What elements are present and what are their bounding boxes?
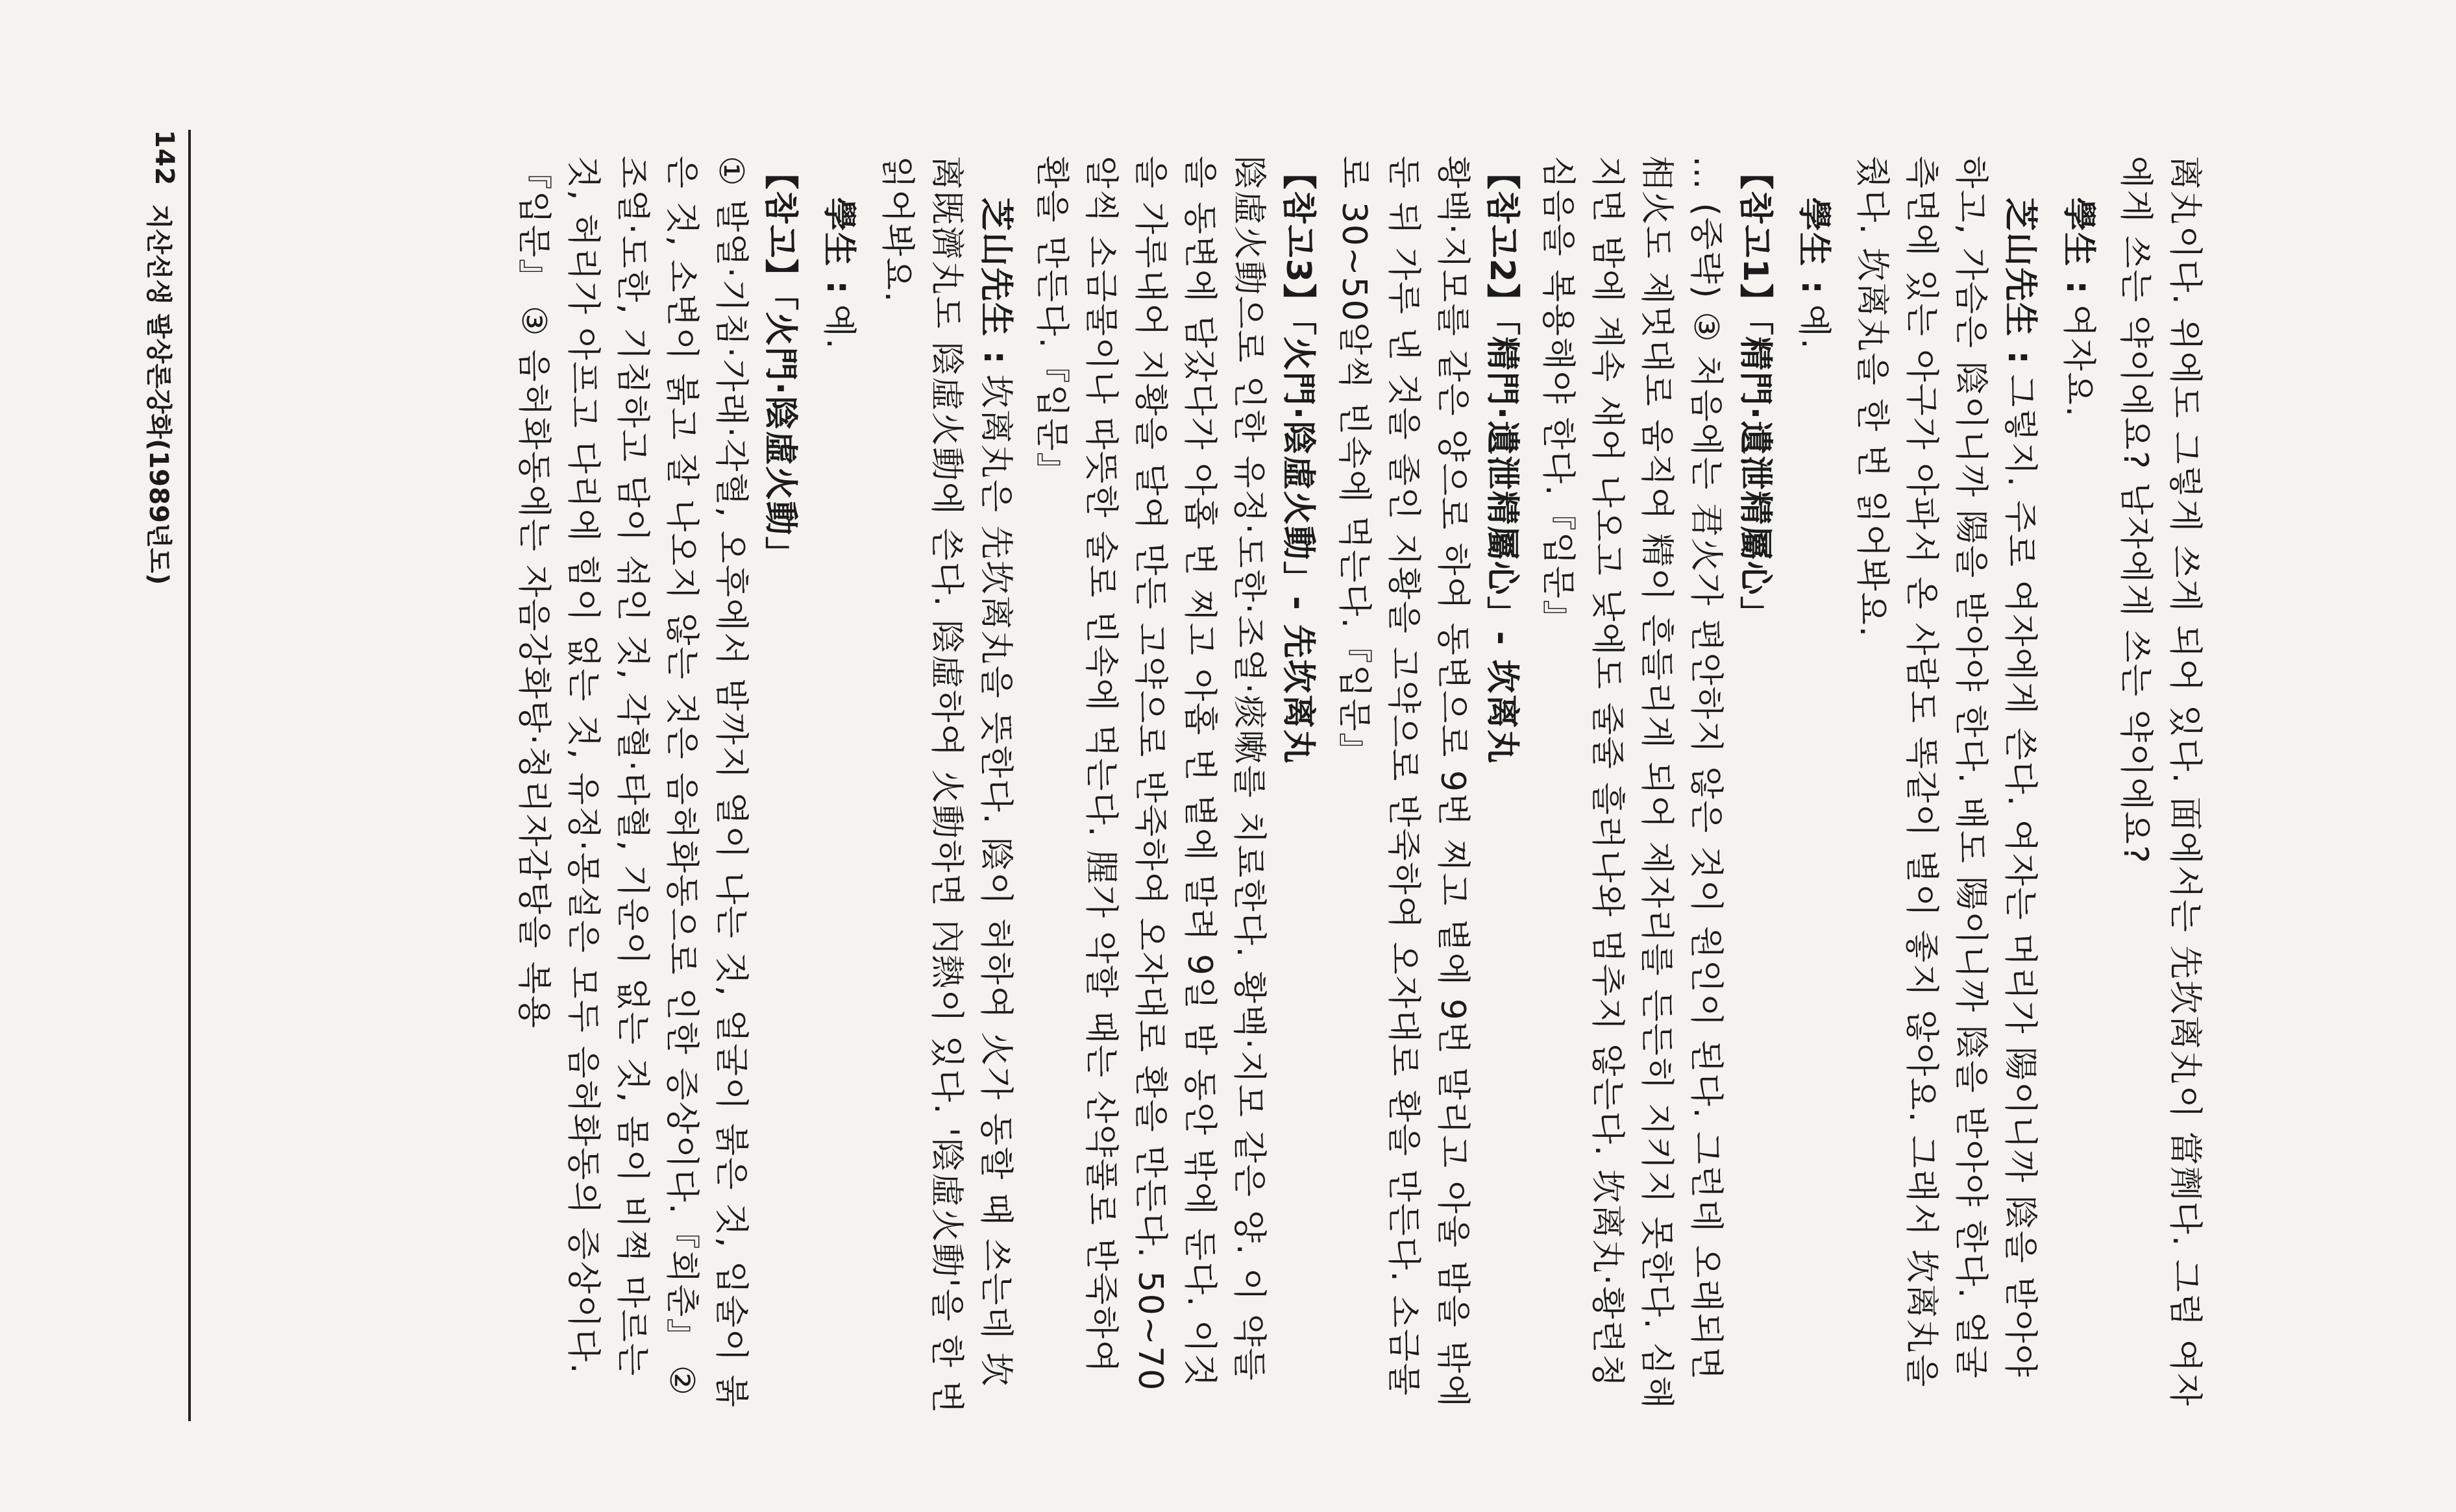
speech-text: 坎离丸은 先坎离丸을 뜻한다. 陰이 허하여 火가 동할 때 쓰는데 坎离既濟丸도 陰虛火動에 쓴다. 陰虛하여 火動하면 內熱이 있다. '陰虛火動'을 한 번 읽어봐요. bbox=[878, 156, 1015, 1415]
speech-text: 예. bbox=[819, 304, 858, 350]
reference-heading: 【참고3】「火門·陰虛火動」- 先坎离丸 bbox=[1279, 156, 1318, 765]
body-text bbox=[502, 156, 2209, 1415]
dialogue-teacher-2 bbox=[872, 156, 1020, 1415]
speech-text: 그렇지. 주로 여자에게 쓴다. 여자는 머리가 陽이니까 陰을 받아야 하고, 가슴은 陰이니까 陽을 받아야 한다. 배도 陽이니까 陰을 받아야 한다. 얼굴 측면에 있는 아구가 아파서 온 사람도 똑같이 별이 좋지 않아요. 그래서 坎离丸을 줬다. 坎离丸을 한 번 읽어봐요. bbox=[1852, 156, 2039, 1389]
reference-4 bbox=[509, 156, 805, 1415]
dialogue-student-3 bbox=[814, 156, 863, 1415]
dialogue-student-2 bbox=[1789, 156, 1838, 1415]
reference-1 bbox=[1533, 156, 1780, 1415]
speaker-label: 芝山先生 : bbox=[976, 197, 1015, 365]
paragraph-intro: 离丸이다. 위에도 그렇게 쓰게 되어 있다. 面에서는 先坎离丸이 當劑다. 그럼 여자에게 쓰는 약이에요? 남자에게 쓰는 약이에요? bbox=[2116, 156, 2204, 1408]
speech-text: 여자요. bbox=[2059, 304, 2098, 419]
running-head bbox=[143, 130, 191, 1421]
speaker-label: 學生 : bbox=[1794, 197, 1833, 295]
page-number: 142 bbox=[149, 130, 179, 186]
speaker-label: 學生 : bbox=[819, 197, 858, 295]
reference-body: … (중략) ③ 처음에는 君火가 편안하지 않은 것이 원인이 된다. 그런데 오래되면 相火도 제멋대로 움직여 精이 흔들리게 되어 제자리를 든든히 지키지 못한다. 심해지면 밤에 계속 새어 나오고 낮에도 줄줄 흘러나와 멈추지 않는다. 坎离丸·황련청심음을 복용해야 한다.『입문』 bbox=[1538, 156, 1725, 1410]
reference-heading: 【참고】「火門·陰虛火動」 bbox=[761, 156, 800, 572]
dialogue-teacher-1 bbox=[1847, 156, 2045, 1415]
reference-heading: 【참고2】「精門·遺泄精屬心」- 坎离丸 bbox=[1482, 156, 1521, 765]
reference-3 bbox=[1027, 156, 1323, 1415]
book-title: 지산선생 팔상론강화(1989년도) bbox=[143, 204, 173, 585]
speech-text: 예. bbox=[1794, 304, 1833, 350]
dialogue-student-1 bbox=[2054, 156, 2103, 1415]
reference-2 bbox=[1329, 156, 1527, 1415]
reference-body: 陰虛火動으로 인한 유정·도한·조열·痰嗽를 치료한다. 황백·지모 같은 양. 이 약들을 동변에 담갔다가 아홉 번 찌고 아홉 번 볕에 말려 9일 밤 동안 밖에 둔다. 이것을 가루내어 지황을 달여 만든 고약으로 반죽하여 오자대로 환을 만든다. 50~70알씩 소금물이나 따뜻한 술로 빈속에 먹는다. 腥가 악할 때는 산약풀로 반죽하여 환을 만든다.『입문』 bbox=[1032, 156, 1268, 1392]
reference-body: ① 발열·기침·가래·각혈, 오후에서 밤까지 열이 나는 것, 얼굴이 붉은 것, 입술이 붉은 것, 소변이 붉고 잘 나오지 않는 것은 음허화동으로 인한 증상이다.『회춘』 ② 조열·도한, 기침하고 담이 섞인 것, 각혈·타혈, 기운이 없는 것, 몸이 비쩍 마르는 것, 허리가 아프고 다리에 힘이 없는 것, 유정·몽설은 모두 음허화동의 증상이다.『입문』 ③ 음허화동에는 자음강화탕·청리자감탕을 복용 bbox=[514, 156, 750, 1409]
speaker-label: 學生 : bbox=[2059, 197, 2098, 295]
speaker-label: 芝山先生 : bbox=[2000, 197, 2039, 365]
reference-heading: 【참고1】「精門·遺泄精屬心」 bbox=[1736, 156, 1774, 631]
reference-body: 황백·지모를 같은 양으로 하여 동변으로 9번 찌고 볕에 9번 말리고 아울 밤을 밖에 둔 뒤 가루 낸 것을 졸인 지황을 고약으로 반죽하여 오자대로 환을 만든다. 소금물로 30~50알씩 빈속에 먹는다.『입문』 bbox=[1334, 156, 1472, 1409]
